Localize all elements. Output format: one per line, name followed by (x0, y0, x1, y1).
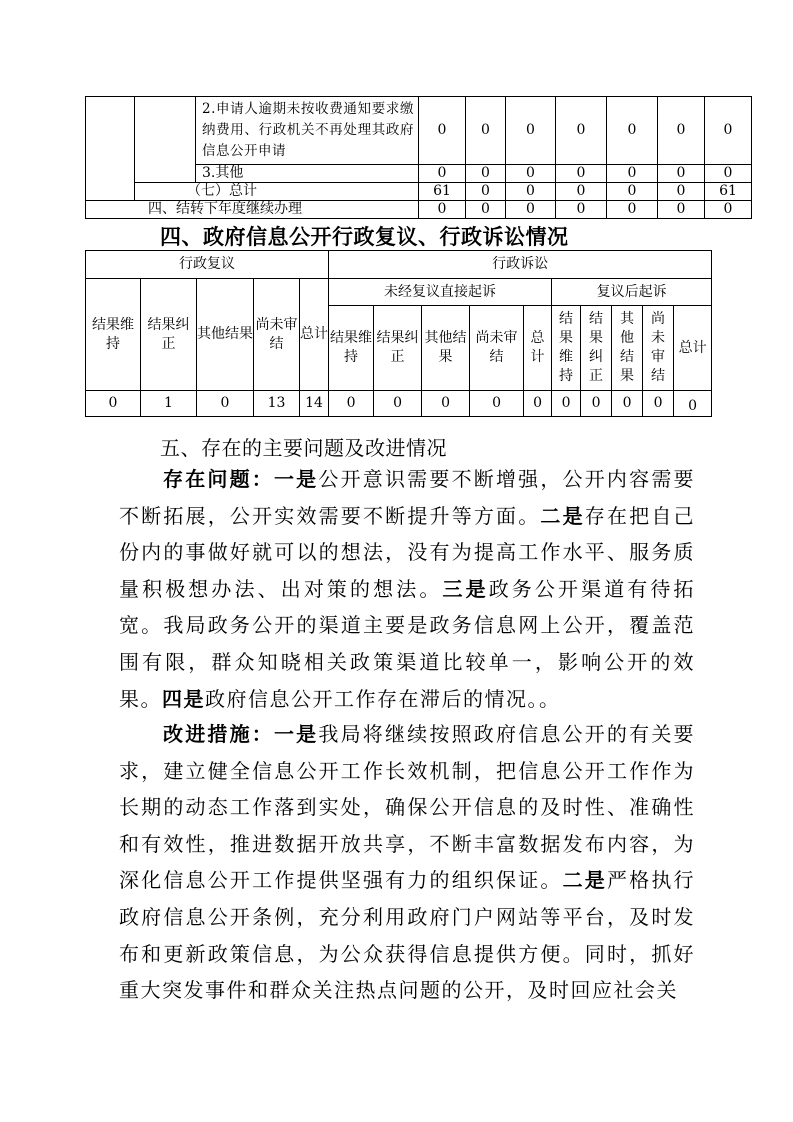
col-header: 结果维持 (86, 279, 141, 391)
table-cell: 0 (612, 391, 643, 417)
table-row (86, 251, 712, 279)
table-cell: 61 (419, 183, 466, 201)
paragraph-text: 公开意识需要不断增强，公开内容需要不断拓展，公开实效需要不断提升等方面。 (119, 467, 696, 528)
table-cell: 0 (86, 391, 141, 417)
table-row (86, 97, 752, 165)
table-cell: 61 (705, 183, 752, 201)
admin-litigation-header: 行政诉讼 (329, 251, 712, 279)
table-cell: 0 (705, 201, 752, 219)
table-cell: 0 (524, 391, 552, 417)
table-cell: 0 (556, 97, 607, 165)
col-header: 结果纠正 (581, 306, 612, 391)
table-cell: 14 (300, 391, 329, 417)
table-cell: 0 (419, 97, 466, 165)
table-cell: 0 (197, 391, 254, 417)
col-header: 总计 (674, 306, 712, 391)
table-cell: 0 (419, 201, 466, 219)
table-cell: 0 (674, 391, 712, 417)
row-label-carry-over: 四、结转下年度继续办理 (86, 201, 419, 219)
row-label-total: （七）总计 (135, 183, 419, 201)
table-cell: 0 (658, 201, 705, 219)
improvements-lead: 改进措施： (163, 722, 274, 746)
table-cell: 0 (466, 97, 506, 165)
table-cell: 0 (705, 97, 752, 165)
table-cell: 0 (581, 391, 612, 417)
table-cell: 0 (607, 183, 658, 201)
table-cell: 0 (607, 97, 658, 165)
col-header: 结果纠正 (374, 306, 422, 391)
paragraph-text: 严格执行政府信息公开条例，充分利用政府门户网站等平台，及时发布和更新政策信息，为公众获得信息提供方便。同时，抓好重大突发事件和群众关注热点问题的公开，及时回应社会关 (119, 868, 696, 1003)
table-cell: 0 (506, 183, 556, 201)
point-marker: 二是 (540, 503, 585, 528)
point-marker: 一是 (273, 722, 319, 746)
table-cell: 0 (607, 201, 658, 219)
col-header: 其他结果 (197, 279, 254, 391)
table-cell: 1 (141, 391, 197, 417)
row-label-overdue-fee: 2.申请人逾期未按收费通知要求缴纳费用、行政机关不再处理其政府信息公开申请 (196, 97, 419, 165)
table-row (86, 391, 712, 417)
admin-review-header: 行政复议 (86, 251, 329, 279)
problems-lead: 存在问题： (163, 467, 274, 491)
table-cell: 0 (506, 97, 556, 165)
table-cell (135, 97, 196, 183)
point-marker: 三是 (442, 576, 489, 601)
table-row (86, 279, 712, 306)
paragraph-text: 存在把自己份内的事做好就可以的想法，没有为提高工作水平、服务质量积极想办法、出对策的想法。 (119, 503, 696, 601)
section-4-title: 四、政府信息公开行政复议、行政诉讼情况 (160, 225, 569, 249)
table-cell: 0 (419, 165, 466, 183)
col-header: 其他结果 (422, 306, 470, 391)
col-header: 总计 (300, 279, 329, 391)
table-cell: 0 (658, 165, 705, 183)
table-cell: 0 (470, 391, 524, 417)
table-cell: 0 (705, 165, 752, 183)
paragraph-text: 我局将继续按照政府信息公开的有关要求，建立健全信息公开工作长效机制，把信息公开工作作为长期的动态工作落到实处，确保公开信息的及时性、准确性和有效性，推进数据开放共享，不断丰富数据发布内容，为深化信息公开工作提供坚强有力的组织保证。 (119, 722, 696, 893)
table-cell: 0 (658, 97, 705, 165)
table-row (86, 201, 752, 219)
point-marker: 一是 (273, 467, 319, 491)
paragraph-text: 政务公开渠道有待拓宽。我局政务公开的渠道主要是政务信息网上公开，覆盖范围有限，群众知晓相关政策渠道比较单一，影响公开的效果。 (119, 576, 696, 711)
table-cell: 0 (329, 391, 374, 417)
table-cell: 0 (556, 183, 607, 201)
point-marker: 二是 (562, 868, 607, 893)
table-cell: 0 (552, 391, 581, 417)
table-cell: 0 (556, 165, 607, 183)
col-header: 尚未审结 (470, 306, 524, 391)
table-cell: 0 (466, 165, 506, 183)
point-marker: 四是 (162, 686, 205, 711)
col-header: 尚未审结 (254, 279, 300, 391)
problems-paragraph (119, 461, 695, 717)
col-header: 其他结果 (612, 306, 643, 391)
table-cell: 0 (506, 165, 556, 183)
section-5-title: 五、存在的主要问题及改进情况 (160, 436, 447, 460)
after-review-suit-header: 复议后起诉 (552, 279, 712, 306)
table-cell: 13 (254, 391, 300, 417)
direct-suit-header: 未经复议直接起诉 (329, 279, 552, 306)
table-cell (86, 97, 135, 201)
improvements-paragraph (119, 716, 695, 1009)
table-cell: 0 (658, 183, 705, 201)
table-cell: 0 (506, 201, 556, 219)
table-row (86, 183, 752, 201)
table-cell: 0 (556, 201, 607, 219)
col-header: 总计 (524, 306, 552, 391)
table-cell: 0 (643, 391, 674, 417)
review-litigation-table (85, 250, 712, 417)
table-cell: 0 (466, 183, 506, 201)
table-cell: 0 (607, 165, 658, 183)
col-header: 结果维持 (552, 306, 581, 391)
col-header: 结果纠正 (141, 279, 197, 391)
col-header: 尚未审结 (643, 306, 674, 391)
col-header: 结果维持 (329, 306, 374, 391)
table-cell: 0 (374, 391, 422, 417)
table-cell: 0 (466, 201, 506, 219)
paragraph-text: 政府信息公开工作存在滞后的情况。。 (205, 686, 561, 711)
table-cell: 0 (422, 391, 470, 417)
row-label-other: 3.其他 (196, 165, 419, 183)
application-stats-table (85, 96, 752, 219)
